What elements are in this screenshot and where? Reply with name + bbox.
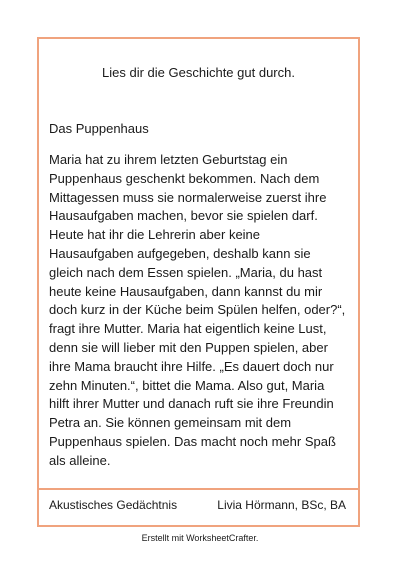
story-line: denn sie will lieber mit den Puppen spielen, aber — [49, 339, 328, 355]
story-title: Das Puppenhaus — [49, 121, 149, 136]
story-line: doch kurz in der Küche beim Spülen helfen, oder?“, — [49, 302, 346, 318]
story-line: Petra an. Sie können gemeinsam mit dem — [49, 415, 292, 431]
instruction-text: Lies dir die Geschichte gut durch. — [102, 65, 295, 80]
story-line: zehn Minuten.“, bittet die Mama. Also gut, Maria — [49, 377, 325, 393]
story-line: heute keine Hausaufgaben, dann kannst du mir — [49, 283, 323, 299]
credit-line: Erstellt mit WorksheetCrafter. — [141, 533, 259, 543]
story-body — [49, 151, 354, 471]
story-line: Heute hat ihr die Lehrerin aber keine — [49, 227, 261, 243]
story-line: Mittagessen muss sie normalerweise zuerst ihre — [49, 189, 327, 205]
footer-author: Livia Hörmann, BSc, BA — [217, 498, 346, 512]
story-line: als alleine. — [49, 452, 111, 468]
story-line: gleich nach dem Essen spielen. „Maria, du hast — [49, 264, 323, 280]
story-line: Maria hat zu ihrem letzten Geburtstag ein — [49, 152, 288, 167]
story-line: Hausaufgaben aufgegeben, deshalb kann sie — [49, 245, 311, 261]
story-line: Puppenhaus geschenkt bekommen. Nach dem — [49, 170, 320, 186]
footer-divider — [39, 488, 358, 490]
story-line: hilft ihrer Mutter und danach ruft sie ihre Freundin — [49, 396, 334, 412]
story-line: ihre Mama braucht ihre Hilfe. „Es dauert doch nur — [49, 358, 334, 374]
story-line: Puppenhaus spielen. Das macht noch mehr Spaß — [49, 433, 336, 449]
footer-subject: Akustisches Gedächtnis — [49, 498, 178, 512]
worksheet-frame — [37, 37, 360, 527]
story-line: Hausaufgaben machen, bevor sie spielen darf. — [49, 208, 318, 224]
story-line: fragt ihre Mutter. Maria hat eigentlich keine Lust, — [49, 321, 327, 337]
